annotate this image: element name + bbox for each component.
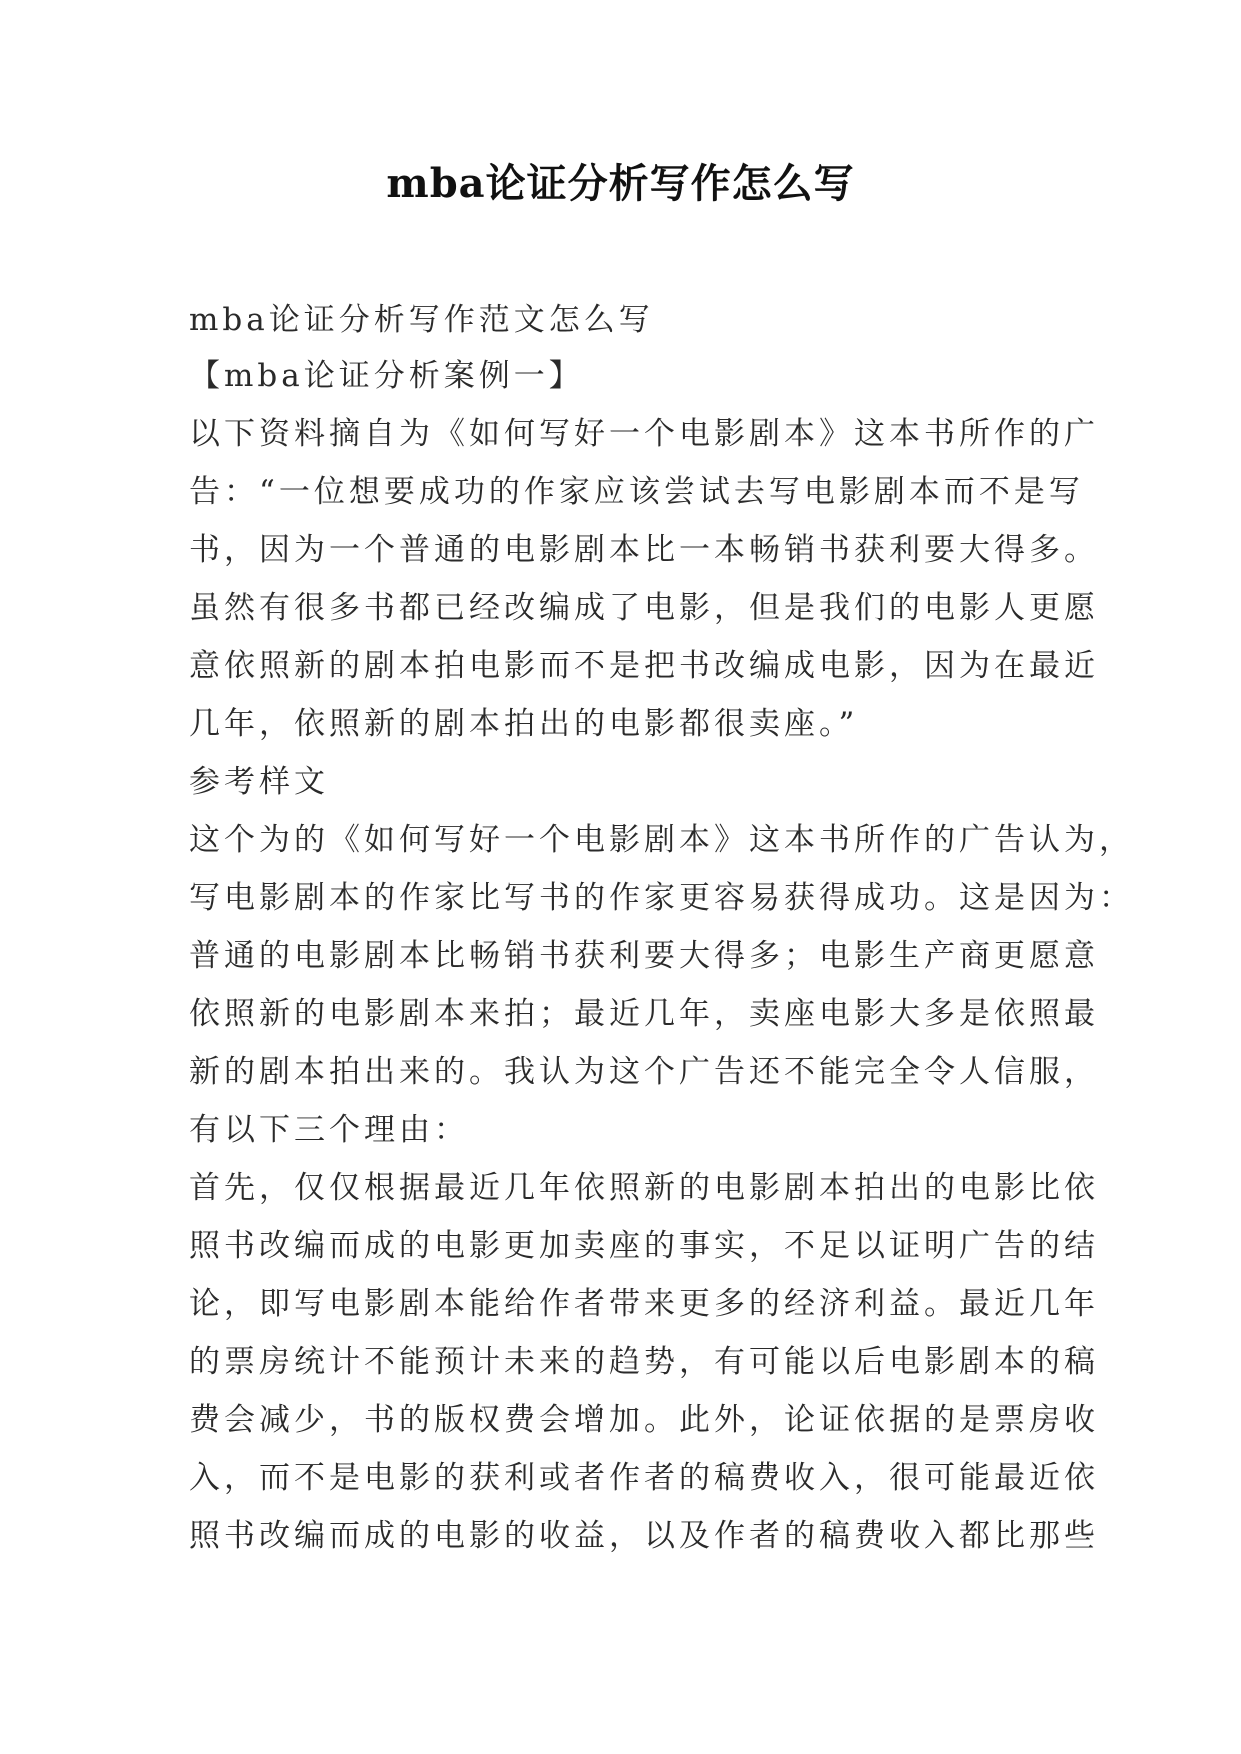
subtitle-line: mba论证分析写作范文怎么写	[189, 302, 654, 338]
paragraph-line: 依照新的电影剧本来拍；最近几年，卖座电影大多是依照最	[189, 996, 1099, 1032]
section-label: 参考样文	[189, 764, 329, 800]
paragraph-line: 论，即写电影剧本能给作者带来更多的经济利益。最近几年	[189, 1286, 1099, 1322]
paragraph-line: 照书改编而成的电影的收益，以及作者的稿费收入都比那些	[189, 1518, 1099, 1554]
paragraph-line: 书，因为一个普通的电影剧本比一本畅销书获利要大得多。	[189, 532, 1099, 568]
case-heading: 【mba论证分析案例一】	[189, 358, 584, 394]
paragraph-line: 普通的电影剧本比畅销书获利要大得多；电影生产商更愿意	[189, 938, 1099, 974]
paragraph-line: 几年，依照新的剧本拍出的电影都很卖座。”	[189, 706, 859, 742]
paragraph-line: 的票房统计不能预计未来的趋势，有可能以后电影剧本的稿	[189, 1344, 1099, 1380]
paragraph-line: 以下资料摘自为《如何写好一个电影剧本》这本书所作的广	[189, 416, 1099, 452]
paragraph-line: 写电影剧本的作家比写书的作家更容易获得成功。这是因为：	[189, 880, 1134, 916]
paragraph-line: 意依照新的剧本拍电影而不是把书改编成电影，因为在最近	[189, 648, 1099, 684]
paragraph-line: 照书改编而成的电影更加卖座的事实，不足以证明广告的结	[189, 1228, 1099, 1264]
paragraph-line: 新的剧本拍出来的。我认为这个广告还不能完全令人信服，	[189, 1054, 1099, 1090]
paragraph-line: 这个为的《如何写好一个电影剧本》这本书所作的广告认为，	[189, 822, 1134, 858]
paragraph-line: 入，而不是电影的获利或者作者的稿费收入，很可能最近依	[189, 1460, 1099, 1496]
paragraph-line: 虽然有很多书都已经改编成了电影，但是我们的电影人更愿	[189, 590, 1099, 626]
paragraph-line: 有以下三个理由：	[189, 1112, 469, 1148]
paragraph-line: 告：“一位想要成功的作家应该尝试去写电影剧本而不是写	[189, 474, 1084, 510]
paragraph-line: 费会减少，书的版权费会增加。此外，论证依据的是票房收	[189, 1402, 1099, 1438]
document-title: mba论证分析写作怎么写	[386, 160, 855, 207]
paragraph-line: 首先，仅仅根据最近几年依照新的电影剧本拍出的电影比依	[189, 1170, 1099, 1206]
